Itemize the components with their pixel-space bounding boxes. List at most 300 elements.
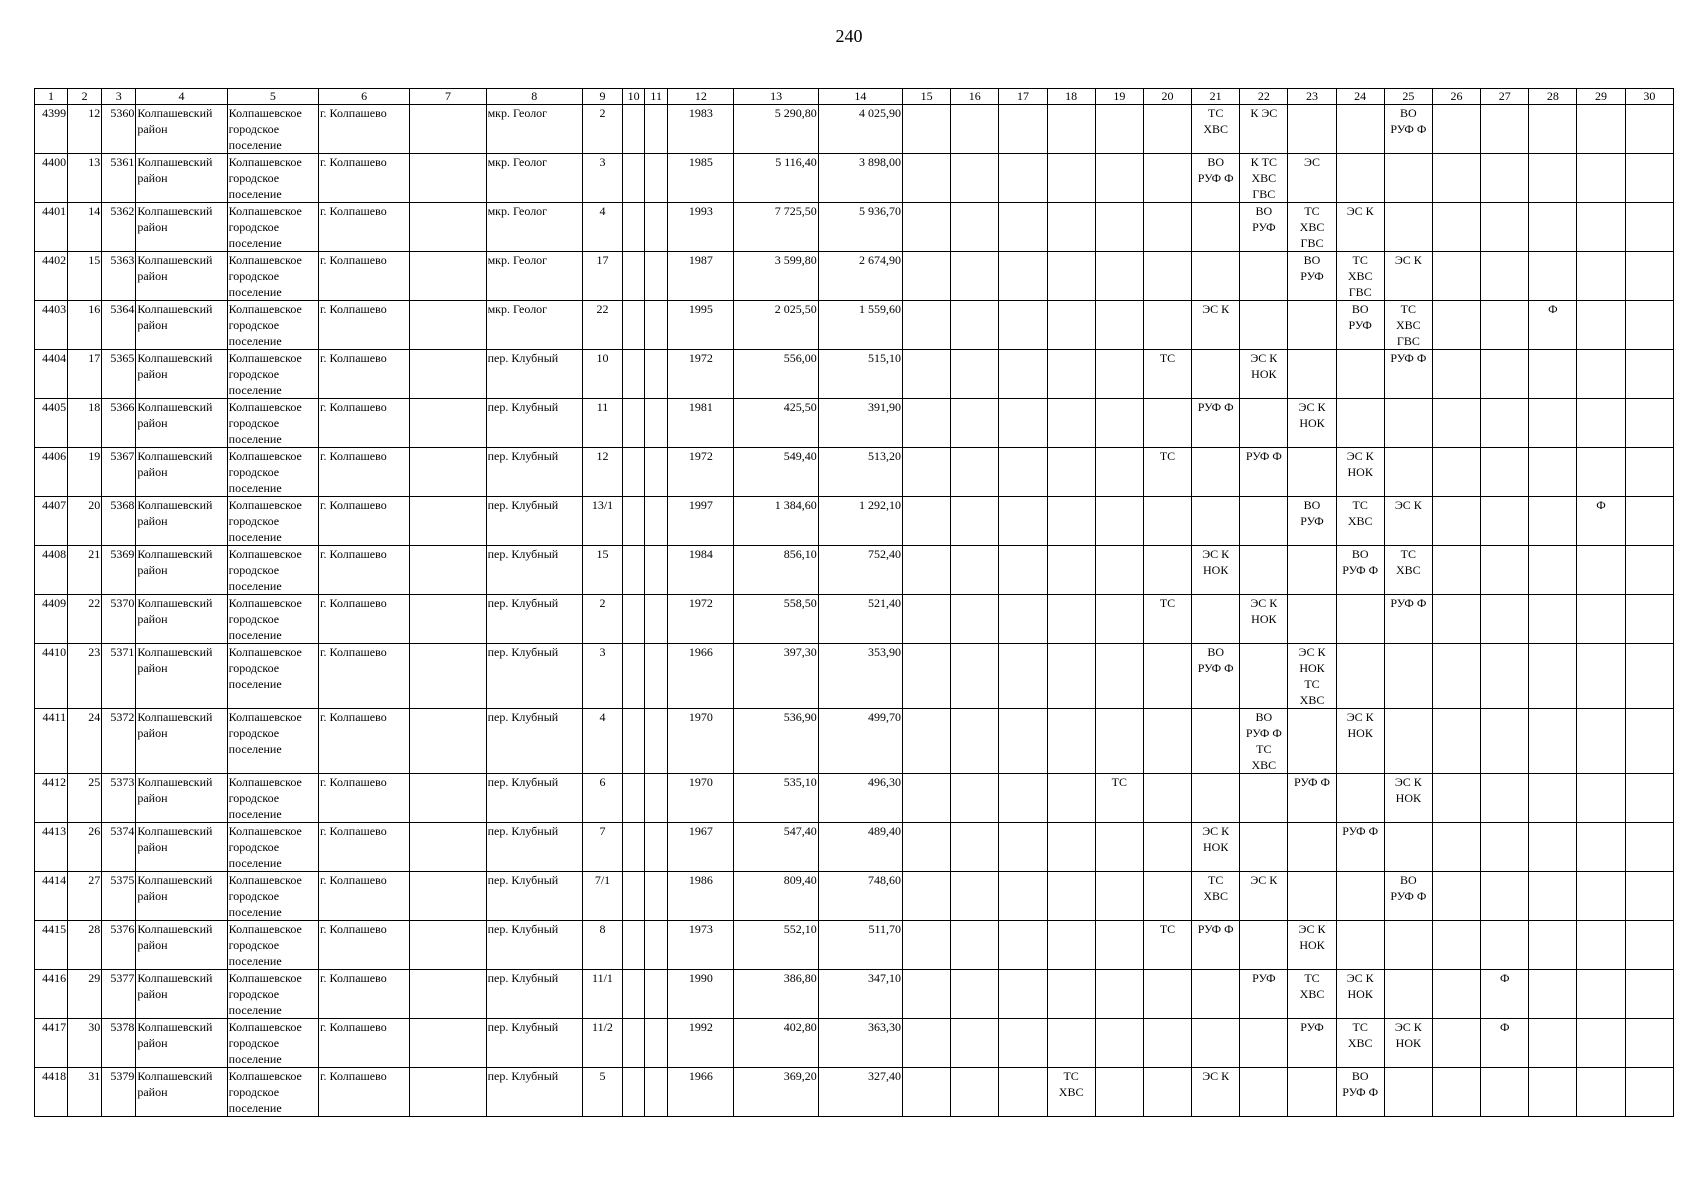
table-cell-col-3: 5364 <box>102 301 136 350</box>
table-cell-col-3: 5361 <box>102 154 136 203</box>
table-cell-col-7 <box>410 105 486 154</box>
table-cell-col-7 <box>410 1068 486 1117</box>
table-cell-col-15 <box>903 970 951 1019</box>
table-cell-col-26 <box>1432 399 1480 448</box>
table-cell-col-12: 1995 <box>668 301 734 350</box>
table-cell-col-3: 5368 <box>102 497 136 546</box>
table-cell-col-7 <box>410 497 486 546</box>
table-cell-col-5: Колпашевское городское поселение <box>227 448 318 497</box>
table-cell-col-28 <box>1529 399 1577 448</box>
table-cell-col-26 <box>1432 448 1480 497</box>
table-row <box>35 709 1674 774</box>
table-cell-col-22 <box>1240 301 1288 350</box>
table-cell-col-4: Колпашевский район <box>136 709 227 774</box>
table-cell-col-6: г. Колпашево <box>318 921 409 970</box>
table-cell-col-17 <box>999 350 1047 399</box>
table-cell-col-10 <box>623 595 645 644</box>
table-cell-col-11 <box>645 350 668 399</box>
table-cell-col-22: К ЭС <box>1240 105 1288 154</box>
table-cell-col-11 <box>645 709 668 774</box>
table-cell-col-13: 5 290,80 <box>734 105 818 154</box>
table-cell-col-5: Колпашевское городское поселение <box>227 1019 318 1068</box>
table-cell-col-28 <box>1529 154 1577 203</box>
table-cell-col-7 <box>410 252 486 301</box>
table-cell-col-29 <box>1577 546 1625 595</box>
table-cell-col-22 <box>1240 774 1288 823</box>
table-cell-col-27 <box>1481 301 1529 350</box>
table-cell-col-18 <box>1047 105 1095 154</box>
table-cell-col-25 <box>1384 1068 1432 1117</box>
column-header-15: 15 <box>903 89 951 105</box>
table-cell-col-4: Колпашевский район <box>136 774 227 823</box>
table-cell-col-13: 549,40 <box>734 448 818 497</box>
table-cell-col-17 <box>999 709 1047 774</box>
table-cell-col-17 <box>999 252 1047 301</box>
column-header-4: 4 <box>136 89 227 105</box>
table-cell-col-23 <box>1288 1068 1336 1117</box>
table-cell-col-9: 2 <box>582 595 622 644</box>
table-cell-col-15 <box>903 399 951 448</box>
table-cell-col-27 <box>1481 154 1529 203</box>
table-cell-col-18 <box>1047 203 1095 252</box>
table-cell-col-21: ВО РУФ Ф <box>1192 644 1240 709</box>
table-cell-col-7 <box>410 203 486 252</box>
table-cell-col-15 <box>903 872 951 921</box>
table-cell-col-2: 14 <box>68 203 102 252</box>
table-cell-col-9: 11 <box>582 399 622 448</box>
table-cell-col-27 <box>1481 448 1529 497</box>
table-cell-col-20 <box>1143 1068 1191 1117</box>
table-cell-col-8: пер. Клубный <box>486 595 582 644</box>
table-row <box>35 774 1674 823</box>
table-cell-col-13: 386,80 <box>734 970 818 1019</box>
table-cell-col-4: Колпашевский район <box>136 823 227 872</box>
table-cell-col-16 <box>951 970 999 1019</box>
table-cell-col-22: РУФ Ф <box>1240 448 1288 497</box>
table-cell-col-19 <box>1095 399 1143 448</box>
table-cell-col-16 <box>951 823 999 872</box>
table-cell-col-6: г. Колпашево <box>318 823 409 872</box>
table-cell-col-14: 752,40 <box>818 546 902 595</box>
table-cell-col-25: ЭС К <box>1384 252 1432 301</box>
table-cell-col-25 <box>1384 644 1432 709</box>
table-row <box>35 1019 1674 1068</box>
table-cell-col-1: 4402 <box>35 252 68 301</box>
table-cell-col-2: 24 <box>68 709 102 774</box>
table-cell-col-30 <box>1625 448 1673 497</box>
table-cell-col-25 <box>1384 448 1432 497</box>
table-cell-col-16 <box>951 350 999 399</box>
table-cell-col-23 <box>1288 872 1336 921</box>
table-cell-col-4: Колпашевский район <box>136 546 227 595</box>
table-cell-col-13: 2 025,50 <box>734 301 818 350</box>
table-cell-col-26 <box>1432 644 1480 709</box>
column-header-20: 20 <box>1143 89 1191 105</box>
table-cell-col-7 <box>410 823 486 872</box>
table-cell-col-28 <box>1529 921 1577 970</box>
table-cell-col-4: Колпашевский район <box>136 644 227 709</box>
table-cell-col-17 <box>999 1068 1047 1117</box>
table-cell-col-21: ЭС К НОК <box>1192 546 1240 595</box>
table-cell-col-23 <box>1288 823 1336 872</box>
table-cell-col-19 <box>1095 350 1143 399</box>
table-cell-col-18 <box>1047 970 1095 1019</box>
table-cell-col-12: 1993 <box>668 203 734 252</box>
table-cell-col-24 <box>1336 105 1384 154</box>
table-cell-col-19 <box>1095 1068 1143 1117</box>
table-cell-col-29 <box>1577 448 1625 497</box>
table-cell-col-14: 3 898,00 <box>818 154 902 203</box>
table-cell-col-16 <box>951 105 999 154</box>
table-cell-col-16 <box>951 595 999 644</box>
table-cell-col-24: ВО РУФ Ф <box>1336 1068 1384 1117</box>
table-cell-col-5: Колпашевское городское поселение <box>227 399 318 448</box>
table-cell-col-10 <box>623 921 645 970</box>
table-cell-col-5: Колпашевское городское поселение <box>227 644 318 709</box>
column-header-9: 9 <box>582 89 622 105</box>
table-cell-col-29 <box>1577 350 1625 399</box>
table-row <box>35 921 1674 970</box>
column-header-27: 27 <box>1481 89 1529 105</box>
table-cell-col-3: 5365 <box>102 350 136 399</box>
table-cell-col-2: 16 <box>68 301 102 350</box>
table-cell-col-6: г. Колпашево <box>318 709 409 774</box>
column-header-18: 18 <box>1047 89 1095 105</box>
column-header-22: 22 <box>1240 89 1288 105</box>
table-cell-col-24: ТС ХВС <box>1336 1019 1384 1068</box>
table-cell-col-19 <box>1095 595 1143 644</box>
table-cell-col-27 <box>1481 546 1529 595</box>
table-cell-col-15 <box>903 350 951 399</box>
table-cell-col-6: г. Колпашево <box>318 448 409 497</box>
table-cell-col-27 <box>1481 872 1529 921</box>
table-cell-col-3: 5374 <box>102 823 136 872</box>
table-cell-col-24: РУФ Ф <box>1336 823 1384 872</box>
table-cell-col-12: 1966 <box>668 1068 734 1117</box>
table-cell-col-30 <box>1625 872 1673 921</box>
table-cell-col-20 <box>1143 105 1191 154</box>
table-cell-col-11 <box>645 497 668 546</box>
table-cell-col-18 <box>1047 350 1095 399</box>
table-cell-col-15 <box>903 203 951 252</box>
data-table <box>34 88 1674 1117</box>
table-cell-col-5: Колпашевское городское поселение <box>227 203 318 252</box>
table-cell-col-7 <box>410 350 486 399</box>
table-cell-col-19 <box>1095 154 1143 203</box>
table-cell-col-16 <box>951 301 999 350</box>
table-cell-col-15 <box>903 823 951 872</box>
table-cell-col-26 <box>1432 970 1480 1019</box>
table-cell-col-8: пер. Клубный <box>486 546 582 595</box>
table-cell-col-6: г. Колпашево <box>318 595 409 644</box>
table-cell-col-17 <box>999 595 1047 644</box>
table-cell-col-23 <box>1288 448 1336 497</box>
table-cell-col-26 <box>1432 301 1480 350</box>
table-cell-col-27 <box>1481 774 1529 823</box>
table-cell-col-13: 547,40 <box>734 823 818 872</box>
table-cell-col-22 <box>1240 1019 1288 1068</box>
table-cell-col-19 <box>1095 546 1143 595</box>
table-cell-col-3: 5362 <box>102 203 136 252</box>
table-cell-col-27 <box>1481 709 1529 774</box>
table-cell-col-23: РУФ <box>1288 1019 1336 1068</box>
table-cell-col-26 <box>1432 823 1480 872</box>
table-cell-col-7 <box>410 1019 486 1068</box>
table-cell-col-14: 496,30 <box>818 774 902 823</box>
table-cell-col-1: 4403 <box>35 301 68 350</box>
table-cell-col-19 <box>1095 448 1143 497</box>
table-cell-col-15 <box>903 595 951 644</box>
table-cell-col-9: 7/1 <box>582 872 622 921</box>
table-cell-col-20 <box>1143 1019 1191 1068</box>
table-cell-col-23: ЭС К НОК ТС ХВС <box>1288 644 1336 709</box>
table-cell-col-3: 5360 <box>102 105 136 154</box>
table-cell-col-22 <box>1240 399 1288 448</box>
table-cell-col-26 <box>1432 105 1480 154</box>
table-cell-col-5: Колпашевское городское поселение <box>227 546 318 595</box>
table-cell-col-22: К ТС ХВС ГВС <box>1240 154 1288 203</box>
table-cell-col-29 <box>1577 823 1625 872</box>
table-cell-col-24: ВО РУФ Ф <box>1336 546 1384 595</box>
table-cell-col-13: 856,10 <box>734 546 818 595</box>
table-cell-col-3: 5372 <box>102 709 136 774</box>
table-cell-col-21 <box>1192 595 1240 644</box>
table-cell-col-22: ЭС К НОК <box>1240 595 1288 644</box>
column-header-7: 7 <box>410 89 486 105</box>
table-cell-col-16 <box>951 872 999 921</box>
table-row <box>35 497 1674 546</box>
table-cell-col-19 <box>1095 921 1143 970</box>
table-cell-col-4: Колпашевский район <box>136 301 227 350</box>
table-cell-col-28 <box>1529 448 1577 497</box>
table-cell-col-14: 748,60 <box>818 872 902 921</box>
table-cell-col-29 <box>1577 154 1625 203</box>
table-cell-col-25 <box>1384 970 1432 1019</box>
table-cell-col-29 <box>1577 774 1625 823</box>
table-cell-col-24 <box>1336 921 1384 970</box>
column-header-5: 5 <box>227 89 318 105</box>
table-cell-col-11 <box>645 644 668 709</box>
table-cell-col-14: 391,90 <box>818 399 902 448</box>
table-cell-col-30 <box>1625 252 1673 301</box>
table-cell-col-14: 499,70 <box>818 709 902 774</box>
table-cell-col-29: Ф <box>1577 497 1625 546</box>
table-cell-col-20 <box>1143 252 1191 301</box>
table-cell-col-19 <box>1095 1019 1143 1068</box>
table-cell-col-2: 26 <box>68 823 102 872</box>
table-row <box>35 644 1674 709</box>
table-cell-col-24: ЭС К НОК <box>1336 448 1384 497</box>
table-cell-col-11 <box>645 252 668 301</box>
table-cell-col-17 <box>999 872 1047 921</box>
table-cell-col-10 <box>623 497 645 546</box>
table-cell-col-24: ЭС К НОК <box>1336 709 1384 774</box>
table-cell-col-18 <box>1047 595 1095 644</box>
column-header-30: 30 <box>1625 89 1673 105</box>
table-cell-col-5: Колпашевское городское поселение <box>227 252 318 301</box>
table-cell-col-25: ВО РУФ Ф <box>1384 105 1432 154</box>
table-cell-col-5: Колпашевское городское поселение <box>227 350 318 399</box>
column-header-13: 13 <box>734 89 818 105</box>
table-cell-col-4: Колпашевский район <box>136 872 227 921</box>
table-cell-col-13: 402,80 <box>734 1019 818 1068</box>
table-cell-col-30 <box>1625 497 1673 546</box>
table-cell-col-10 <box>623 644 645 709</box>
table-cell-col-16 <box>951 1019 999 1068</box>
table-cell-col-16 <box>951 497 999 546</box>
table-cell-col-1: 4408 <box>35 546 68 595</box>
table-row <box>35 301 1674 350</box>
table-cell-col-28 <box>1529 709 1577 774</box>
table-cell-col-9: 6 <box>582 774 622 823</box>
table-cell-col-18 <box>1047 301 1095 350</box>
table-cell-col-10 <box>623 350 645 399</box>
table-cell-col-20 <box>1143 546 1191 595</box>
table-cell-col-25: РУФ Ф <box>1384 350 1432 399</box>
table-cell-col-10 <box>623 154 645 203</box>
table-cell-col-13: 536,90 <box>734 709 818 774</box>
table-cell-col-21 <box>1192 497 1240 546</box>
table-cell-col-3: 5366 <box>102 399 136 448</box>
table-cell-col-17 <box>999 1019 1047 1068</box>
table-cell-col-7 <box>410 301 486 350</box>
table-cell-col-3: 5376 <box>102 921 136 970</box>
table-cell-col-30 <box>1625 350 1673 399</box>
table-cell-col-21 <box>1192 970 1240 1019</box>
table-cell-col-15 <box>903 105 951 154</box>
column-header-8: 8 <box>486 89 582 105</box>
table-row <box>35 1068 1674 1117</box>
table-cell-col-16 <box>951 709 999 774</box>
table-cell-col-6: г. Колпашево <box>318 644 409 709</box>
table-cell-col-26 <box>1432 497 1480 546</box>
column-header-12: 12 <box>668 89 734 105</box>
table-cell-col-3: 5373 <box>102 774 136 823</box>
table-cell-col-19 <box>1095 970 1143 1019</box>
table-cell-col-10 <box>623 823 645 872</box>
table-cell-col-9: 4 <box>582 709 622 774</box>
table-cell-col-26 <box>1432 595 1480 644</box>
table-cell-col-11 <box>645 595 668 644</box>
table-cell-col-7 <box>410 595 486 644</box>
table-cell-col-21: ВО РУФ Ф <box>1192 154 1240 203</box>
table-cell-col-1: 4413 <box>35 823 68 872</box>
column-header-6: 6 <box>318 89 409 105</box>
table-cell-col-3: 5378 <box>102 1019 136 1068</box>
table-cell-col-12: 1987 <box>668 252 734 301</box>
table-cell-col-28: Ф <box>1529 301 1577 350</box>
table-cell-col-17 <box>999 399 1047 448</box>
table-cell-col-8: мкр. Геолог <box>486 105 582 154</box>
table-cell-col-4: Колпашевский район <box>136 448 227 497</box>
table-cell-col-15 <box>903 1019 951 1068</box>
table-cell-col-16 <box>951 1068 999 1117</box>
table-cell-col-27: Ф <box>1481 1019 1529 1068</box>
table-cell-col-17 <box>999 644 1047 709</box>
column-header-14: 14 <box>818 89 902 105</box>
table-cell-col-20 <box>1143 497 1191 546</box>
table-cell-col-18 <box>1047 823 1095 872</box>
table-cell-col-27 <box>1481 350 1529 399</box>
table-cell-col-11 <box>645 105 668 154</box>
table-cell-col-15 <box>903 497 951 546</box>
table-cell-col-14: 521,40 <box>818 595 902 644</box>
table-cell-col-4: Колпашевский район <box>136 970 227 1019</box>
table-cell-col-18 <box>1047 644 1095 709</box>
table-cell-col-23: ТС ХВС ГВС <box>1288 203 1336 252</box>
table-cell-col-23 <box>1288 350 1336 399</box>
table-cell-col-2: 23 <box>68 644 102 709</box>
table-cell-col-15 <box>903 709 951 774</box>
table-cell-col-13: 558,50 <box>734 595 818 644</box>
table-cell-col-2: 22 <box>68 595 102 644</box>
table-cell-col-5: Колпашевское городское поселение <box>227 823 318 872</box>
table-cell-col-13: 556,00 <box>734 350 818 399</box>
table-cell-col-15 <box>903 448 951 497</box>
table-cell-col-5: Колпашевское городское поселение <box>227 774 318 823</box>
table-cell-col-8: пер. Клубный <box>486 399 582 448</box>
table-cell-col-7 <box>410 709 486 774</box>
table-cell-col-28 <box>1529 203 1577 252</box>
table-cell-col-15 <box>903 301 951 350</box>
table-cell-col-16 <box>951 644 999 709</box>
table-cell-col-29 <box>1577 252 1625 301</box>
table-cell-col-15 <box>903 252 951 301</box>
table-cell-col-13: 552,10 <box>734 921 818 970</box>
table-cell-col-30 <box>1625 595 1673 644</box>
table-cell-col-10 <box>623 1068 645 1117</box>
table-cell-col-1: 4416 <box>35 970 68 1019</box>
table-cell-col-18 <box>1047 399 1095 448</box>
table-cell-col-8: мкр. Геолог <box>486 203 582 252</box>
table-cell-col-8: пер. Клубный <box>486 774 582 823</box>
table-cell-col-25 <box>1384 399 1432 448</box>
column-header-11: 11 <box>645 89 668 105</box>
table-cell-col-19 <box>1095 709 1143 774</box>
table-cell-col-20 <box>1143 399 1191 448</box>
table-cell-col-14: 1 559,60 <box>818 301 902 350</box>
table-cell-col-8: пер. Клубный <box>486 448 582 497</box>
table-cell-col-9: 5 <box>582 1068 622 1117</box>
table-cell-col-24: ТС ХВС <box>1336 497 1384 546</box>
table-cell-col-9: 8 <box>582 921 622 970</box>
table-row <box>35 350 1674 399</box>
table-cell-col-10 <box>623 399 645 448</box>
table-row <box>35 823 1674 872</box>
column-header-1: 1 <box>35 89 68 105</box>
table-cell-col-29 <box>1577 595 1625 644</box>
table-cell-col-29 <box>1577 1019 1625 1068</box>
table-cell-col-29 <box>1577 203 1625 252</box>
table-cell-col-2: 29 <box>68 970 102 1019</box>
table-cell-col-21: РУФ Ф <box>1192 399 1240 448</box>
table-cell-col-22 <box>1240 497 1288 546</box>
column-header-17: 17 <box>999 89 1047 105</box>
table-cell-col-1: 4417 <box>35 1019 68 1068</box>
table-cell-col-18: ТС ХВС <box>1047 1068 1095 1117</box>
table-cell-col-27 <box>1481 1068 1529 1117</box>
table-cell-col-30 <box>1625 203 1673 252</box>
table-cell-col-21: ТС ХВС <box>1192 105 1240 154</box>
table-cell-col-18 <box>1047 709 1095 774</box>
table-cell-col-16 <box>951 252 999 301</box>
table-cell-col-10 <box>623 774 645 823</box>
table-cell-col-12: 1970 <box>668 709 734 774</box>
table-cell-col-1: 4411 <box>35 709 68 774</box>
table-cell-col-11 <box>645 774 668 823</box>
table-row <box>35 546 1674 595</box>
table-cell-col-17 <box>999 448 1047 497</box>
